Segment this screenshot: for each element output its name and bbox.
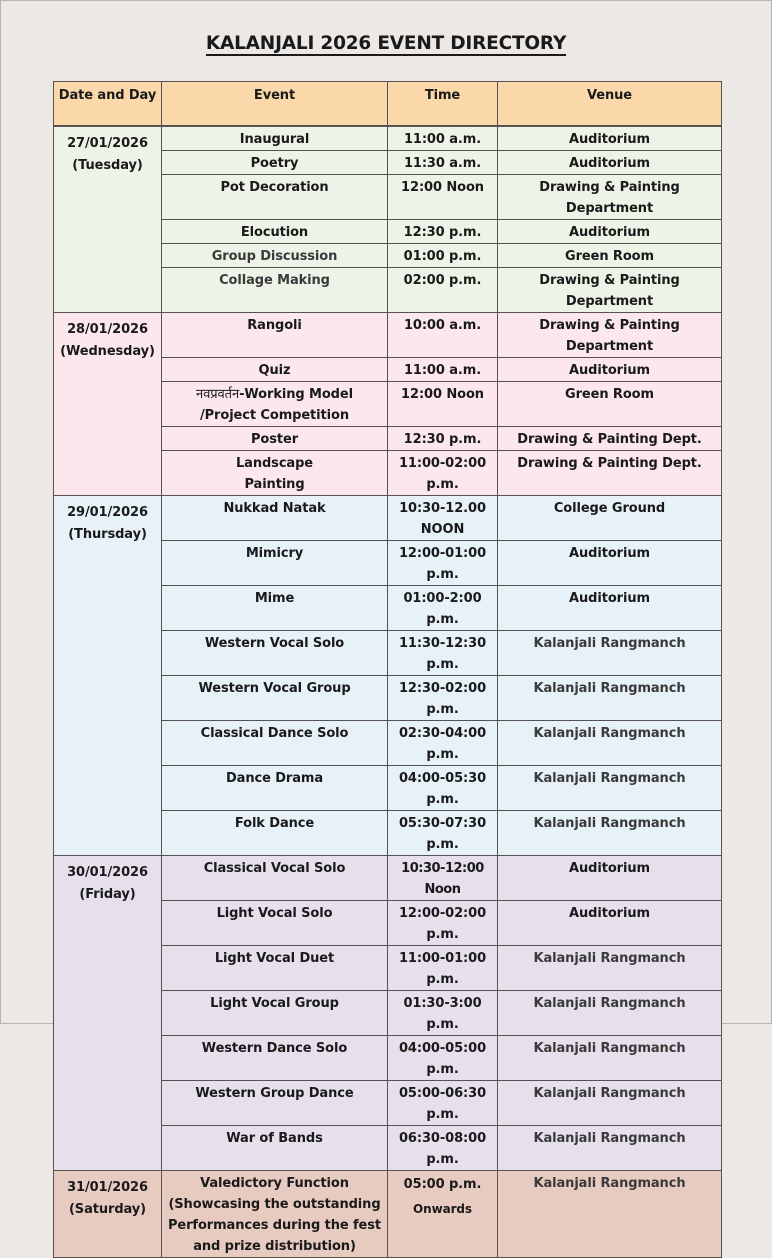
event-cell: Western Vocal Solo — [162, 631, 388, 676]
event-cell: Group Discussion — [162, 244, 388, 268]
venue-cell: Kalanjali Rangmanch — [498, 991, 722, 1036]
time-cell: 05:00 p.m. Onwards — [388, 1171, 498, 1258]
time-cell: 10:30-12.00 NOON — [388, 496, 498, 541]
venue-cell: Kalanjali Rangmanch — [498, 1081, 722, 1126]
venue-cell: Drawing & Painting Department — [498, 175, 722, 220]
header-date: Date and Day — [54, 82, 162, 126]
time-cell: 05:30-07:30 p.m. — [388, 811, 498, 856]
event-cell: Rangoli — [162, 313, 388, 358]
time-cell: 11:00 a.m. — [388, 127, 498, 151]
table-row — [54, 313, 722, 358]
time-cell: 12:30-02:00 p.m. — [388, 676, 498, 721]
time-cell: 11:30-12:30 p.m. — [388, 631, 498, 676]
day-cell: 27/01/2026 (Tuesday) — [54, 127, 162, 313]
event-cell: Landscape Painting — [162, 451, 388, 496]
venue-cell: Auditorium — [498, 586, 722, 631]
event-cell: Quiz — [162, 358, 388, 382]
event-cell: Elocution — [162, 220, 388, 244]
event-cell: Poster — [162, 427, 388, 451]
time-cell: 11:30 a.m. — [388, 151, 498, 175]
venue-cell: Kalanjali Rangmanch — [498, 721, 722, 766]
day-cell: 29/01/2026 (Thursday) — [54, 496, 162, 856]
venue-cell: Drawing & Painting Department — [498, 268, 722, 313]
time-cell: 11:00-01:00 p.m. — [388, 946, 498, 991]
venue-cell: Green Room — [498, 244, 722, 268]
time-cell: 04:00-05:00 p.m. — [388, 1036, 498, 1081]
event-cell: Collage Making — [162, 268, 388, 313]
venue-cell: Auditorium — [498, 151, 722, 175]
time-cell: 12:30 p.m. — [388, 427, 498, 451]
day-cell: 30/01/2026 (Friday) — [54, 856, 162, 1171]
event-cell: Pot Decoration — [162, 175, 388, 220]
time-cell: 10:00 a.m. — [388, 313, 498, 358]
event-cell: Mime — [162, 586, 388, 631]
time-cell: 11:00 a.m. — [388, 358, 498, 382]
time-cell: 12:00 Noon — [388, 175, 498, 220]
venue-cell: Drawing & Painting Department — [498, 313, 722, 358]
time-cell: 11:00-02:00 p.m. — [388, 451, 498, 496]
time-cell: 01:30-3:00 p.m. — [388, 991, 498, 1036]
venue-cell: Kalanjali Rangmanch — [498, 676, 722, 721]
venue-cell: Drawing & Painting Dept. — [498, 451, 722, 496]
event-cell: Western Dance Solo — [162, 1036, 388, 1081]
venue-cell: College Ground — [498, 496, 722, 541]
time-cell: 01:00-2:00 p.m. — [388, 586, 498, 631]
event-cell: Folk Dance — [162, 811, 388, 856]
venue-cell: Auditorium — [498, 541, 722, 586]
day-cell: 28/01/2026 (Wednesday) — [54, 313, 162, 496]
event-cell: Light Vocal Duet — [162, 946, 388, 991]
header-event: Event — [162, 82, 388, 126]
event-schedule-table — [53, 81, 722, 1258]
event-cell: Poetry — [162, 151, 388, 175]
venue-cell: Green Room — [498, 382, 722, 427]
table-header-row — [54, 82, 722, 126]
venue-cell: Auditorium — [498, 901, 722, 946]
time-cell: 06:30-08:00 p.m. — [388, 1126, 498, 1171]
time-cell: 10:30-12:00 Noon — [388, 856, 498, 901]
time-cell: 02:00 p.m. — [388, 268, 498, 313]
event-cell: Classical Dance Solo — [162, 721, 388, 766]
event-cell: Western Vocal Group — [162, 676, 388, 721]
time-cell: 05:00-06:30 p.m. — [388, 1081, 498, 1126]
venue-cell: Drawing & Painting Dept. — [498, 427, 722, 451]
venue-cell: Auditorium — [498, 220, 722, 244]
venue-cell: Kalanjali Rangmanch — [498, 1171, 722, 1258]
event-cell: नवप्रवर्तन-Working Model /Project Competition — [162, 382, 388, 427]
time-cell: 04:00-05:30 p.m. — [388, 766, 498, 811]
page-title: KALANJALI 2026 EVENT DIRECTORY — [205, 33, 567, 54]
venue-cell: Auditorium — [498, 127, 722, 151]
venue-cell: Kalanjali Rangmanch — [498, 946, 722, 991]
venue-cell: Auditorium — [498, 358, 722, 382]
time-cell: 12:00-02:00 p.m. — [388, 901, 498, 946]
event-cell: Dance Drama — [162, 766, 388, 811]
venue-cell: Auditorium — [498, 856, 722, 901]
event-cell: War of Bands — [162, 1126, 388, 1171]
event-cell: Nukkad Natak — [162, 496, 388, 541]
event-cell: Classical Vocal Solo — [162, 856, 388, 901]
time-cell: 12:00 Noon — [388, 382, 498, 427]
event-cell: Western Group Dance — [162, 1081, 388, 1126]
event-cell: Mimicry — [162, 541, 388, 586]
event-cell: Inaugural — [162, 127, 388, 151]
time-cell: 12:30 p.m. — [388, 220, 498, 244]
day-cell: 31/01/2026 (Saturday) — [54, 1171, 162, 1258]
table-row — [54, 856, 722, 901]
header-venue: Venue — [498, 82, 722, 126]
event-cell: Light Vocal Group — [162, 991, 388, 1036]
table-row — [54, 127, 722, 151]
event-cell: Light Vocal Solo — [162, 901, 388, 946]
table-row — [54, 1171, 722, 1258]
venue-cell: Kalanjali Rangmanch — [498, 631, 722, 676]
header-time: Time — [388, 82, 498, 126]
venue-cell: Kalanjali Rangmanch — [498, 1036, 722, 1081]
venue-cell: Kalanjali Rangmanch — [498, 1126, 722, 1171]
time-cell: 01:00 p.m. — [388, 244, 498, 268]
event-cell: Valedictory Function (Showcasing the outstanding Performances during the fest and prize distribution) — [162, 1171, 388, 1258]
time-cell: 02:30-04:00 p.m. — [388, 721, 498, 766]
venue-cell: Kalanjali Rangmanch — [498, 811, 722, 856]
venue-cell: Kalanjali Rangmanch — [498, 766, 722, 811]
time-cell: 12:00-01:00 p.m. — [388, 541, 498, 586]
table-row — [54, 496, 722, 541]
